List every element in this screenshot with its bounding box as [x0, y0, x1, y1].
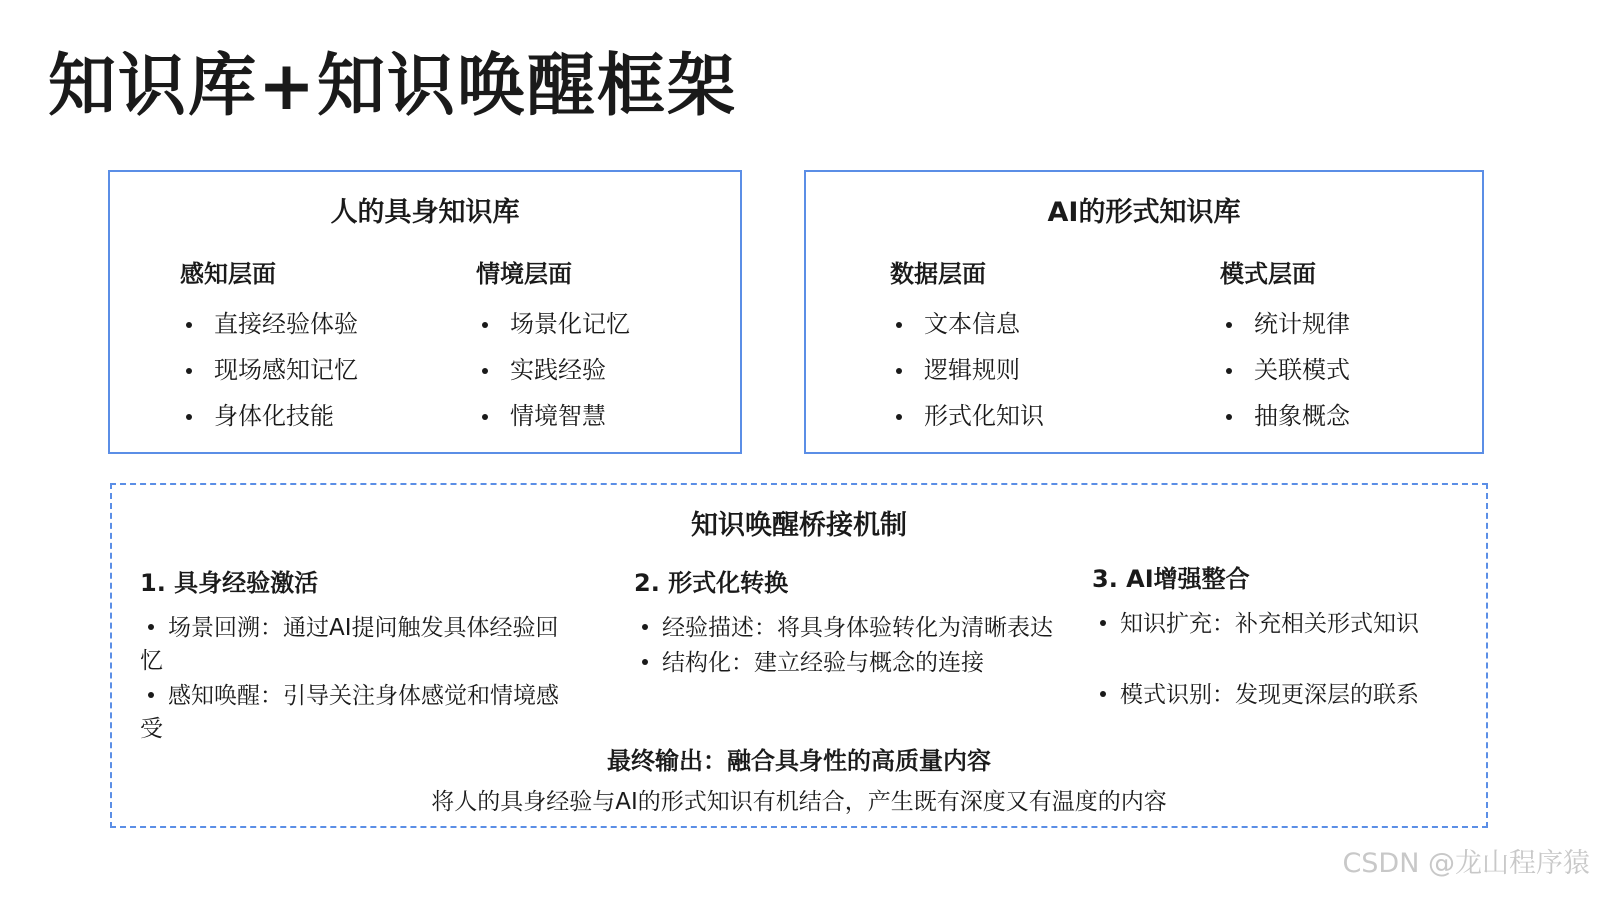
bullet-icon	[642, 624, 648, 630]
bullet-icon	[1100, 691, 1106, 697]
list-item: 关联模式	[1220, 347, 1350, 393]
bullet-icon	[642, 659, 648, 665]
step-item: 场景回溯：通过AI提问触发具体经验回忆	[140, 615, 559, 674]
step-heading: 2. 形式化转换	[634, 569, 789, 597]
list-item: 情境智慧	[476, 393, 630, 439]
human-kb-title: 人的具身知识库	[330, 197, 520, 228]
bridge-mechanism-box	[110, 483, 1488, 828]
step-embodied-activation	[140, 563, 580, 748]
step-item: 结构化：建立经验与概念的连接	[634, 647, 1054, 680]
list-item: 逻辑规则	[890, 347, 1044, 393]
step-item: 知识扩充：补充相关形式知识	[1092, 608, 1482, 641]
list-item: 抽象概念	[1220, 393, 1350, 439]
pattern-column	[1220, 254, 1350, 439]
step-formal-conversion	[634, 563, 1054, 682]
step-heading: 3. AI增强整合	[1092, 565, 1250, 593]
perception-heading: 感知层面	[180, 260, 276, 288]
bridge-title: 知识唤醒桥接机制	[691, 510, 907, 541]
watermark: CSDN @龙山程序猿	[1342, 848, 1590, 879]
list-item: 场景化记忆	[476, 301, 630, 347]
page-title: 知识库+知识唤醒框架	[48, 47, 737, 126]
ai-knowledge-base-box	[804, 170, 1484, 454]
step-item: 感知唤醒：引导关注身体感觉和情境感受	[140, 683, 559, 742]
list-item: 现场感知记忆	[180, 347, 358, 393]
context-column	[476, 254, 630, 439]
human-knowledge-base-box	[108, 170, 742, 454]
list-item: 文本信息	[890, 301, 1044, 347]
ai-kb-title: AI的形式知识库	[1047, 197, 1241, 228]
list-item: 实践经验	[476, 347, 630, 393]
pattern-heading: 模式层面	[1220, 260, 1316, 288]
final-output-text: 将人的具身经验与AI的形式知识有机结合，产生既有深度又有温度的内容	[431, 789, 1167, 815]
bullet-icon	[148, 692, 154, 698]
bullet-icon	[148, 624, 154, 630]
step-item: 模式识别：发现更深层的联系	[1092, 679, 1482, 712]
list-item: 直接经验体验	[180, 301, 358, 347]
data-column	[890, 254, 1044, 439]
list-item: 统计规律	[1220, 301, 1350, 347]
bullet-icon	[1100, 620, 1106, 626]
final-output-heading: 最终输出：融合具身性的高质量内容	[607, 747, 991, 775]
perception-column	[180, 254, 358, 439]
step-ai-integration	[1092, 559, 1482, 714]
list-item: 身体化技能	[180, 393, 358, 439]
list-item: 形式化知识	[890, 393, 1044, 439]
step-heading: 1. 具身经验激活	[140, 569, 319, 597]
data-heading: 数据层面	[890, 260, 986, 288]
step-item: 经验描述：将具身体验转化为清晰表达	[634, 612, 1054, 645]
context-heading: 情境层面	[476, 260, 572, 288]
